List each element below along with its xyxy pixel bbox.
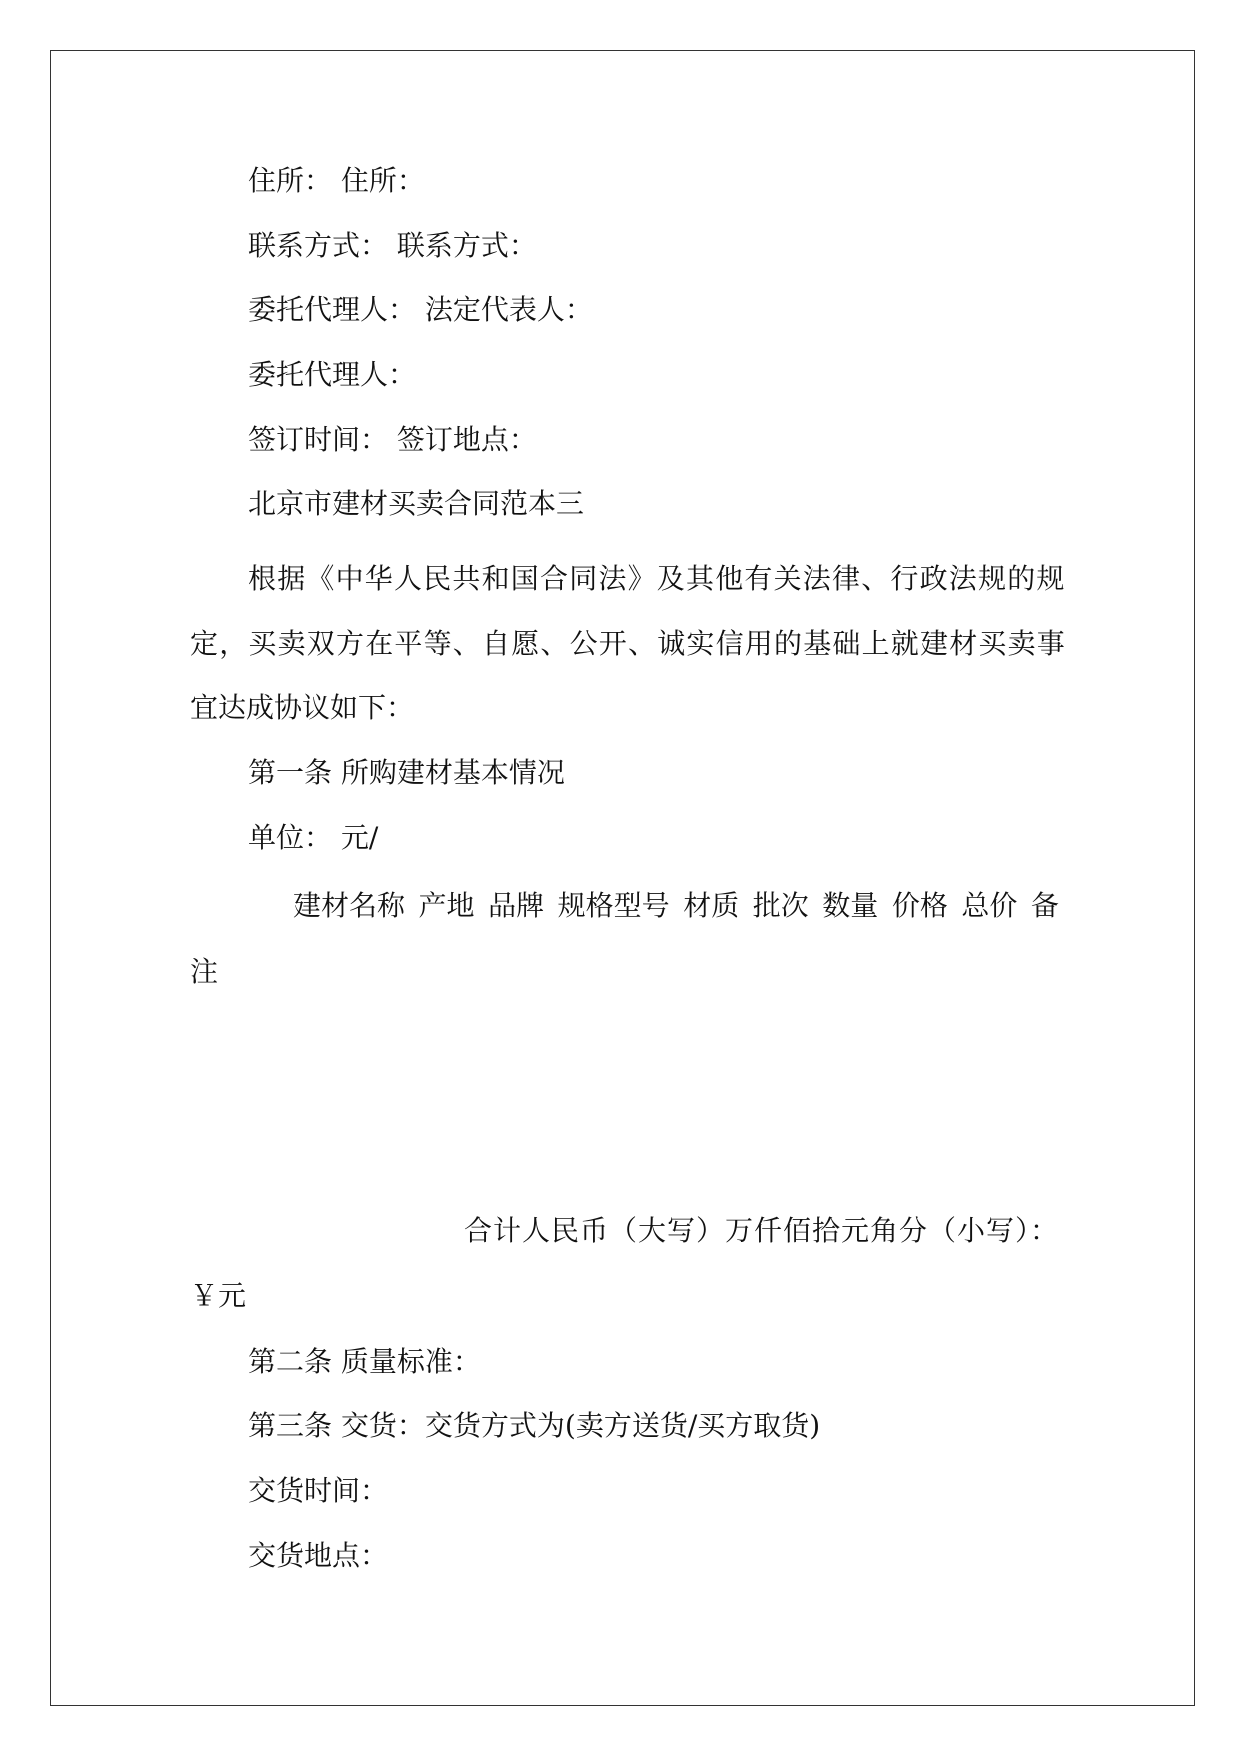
table-header-cell: 备 — [1030, 889, 1059, 922]
article-2-heading: 第二条 质量标准： — [248, 1345, 481, 1378]
page-border — [50, 50, 1195, 1706]
table-header-cell: 规格型号 — [557, 889, 670, 922]
contact-line: 联系方式： 联系方式： — [248, 229, 537, 262]
sign-time-place-line: 签订时间： 签订地点： — [248, 423, 537, 456]
table-header-cell: 数量 — [822, 889, 879, 922]
preamble-line-3: 宜达成协议如下： — [190, 691, 415, 724]
preamble-line-2: 定，买卖双方在平等、自愿、公开、诚实信用的基础上就建材买卖事 — [190, 627, 1067, 660]
delivery-place-line: 交货地点： — [248, 1539, 389, 1572]
table-header-cell: 总价 — [961, 889, 1018, 922]
table-header-cell: 品牌 — [488, 889, 545, 922]
unit-line: 单位： 元/ — [248, 821, 379, 854]
agent-line: 委托代理人： — [248, 358, 417, 391]
table-header-cell: 建材名称 — [293, 889, 406, 922]
agent-representative-line: 委托代理人： 法定代表人： — [248, 293, 593, 326]
address-line: 住所： 住所： — [248, 164, 425, 197]
article-1-heading: 第一条 所购建材基本情况 — [248, 756, 565, 789]
document-title: 北京市建材买卖合同范本三 — [248, 487, 585, 520]
table-header-cell: 材质 — [683, 889, 740, 922]
delivery-time-line: 交货时间： — [248, 1474, 389, 1507]
article-3-heading: 第三条 交货：交货方式为(卖方送货/买方取货) — [248, 1409, 821, 1442]
total-amount-yuan: ￥元 — [190, 1279, 247, 1312]
total-amount-line: 合计人民币（大写）万仟佰拾元角分（小写）： — [463, 1214, 1059, 1247]
table-header-cell: 产地 — [418, 889, 475, 922]
table-header-cell: 批次 — [752, 889, 809, 922]
preamble-line-1: 根据《中华人民共和国合同法》及其他有关法律、行政法规的规 — [248, 562, 1066, 595]
table-header-cell: 价格 — [891, 889, 948, 922]
table-header-continuation: 注 — [190, 955, 219, 988]
table-header-row — [293, 889, 1059, 923]
